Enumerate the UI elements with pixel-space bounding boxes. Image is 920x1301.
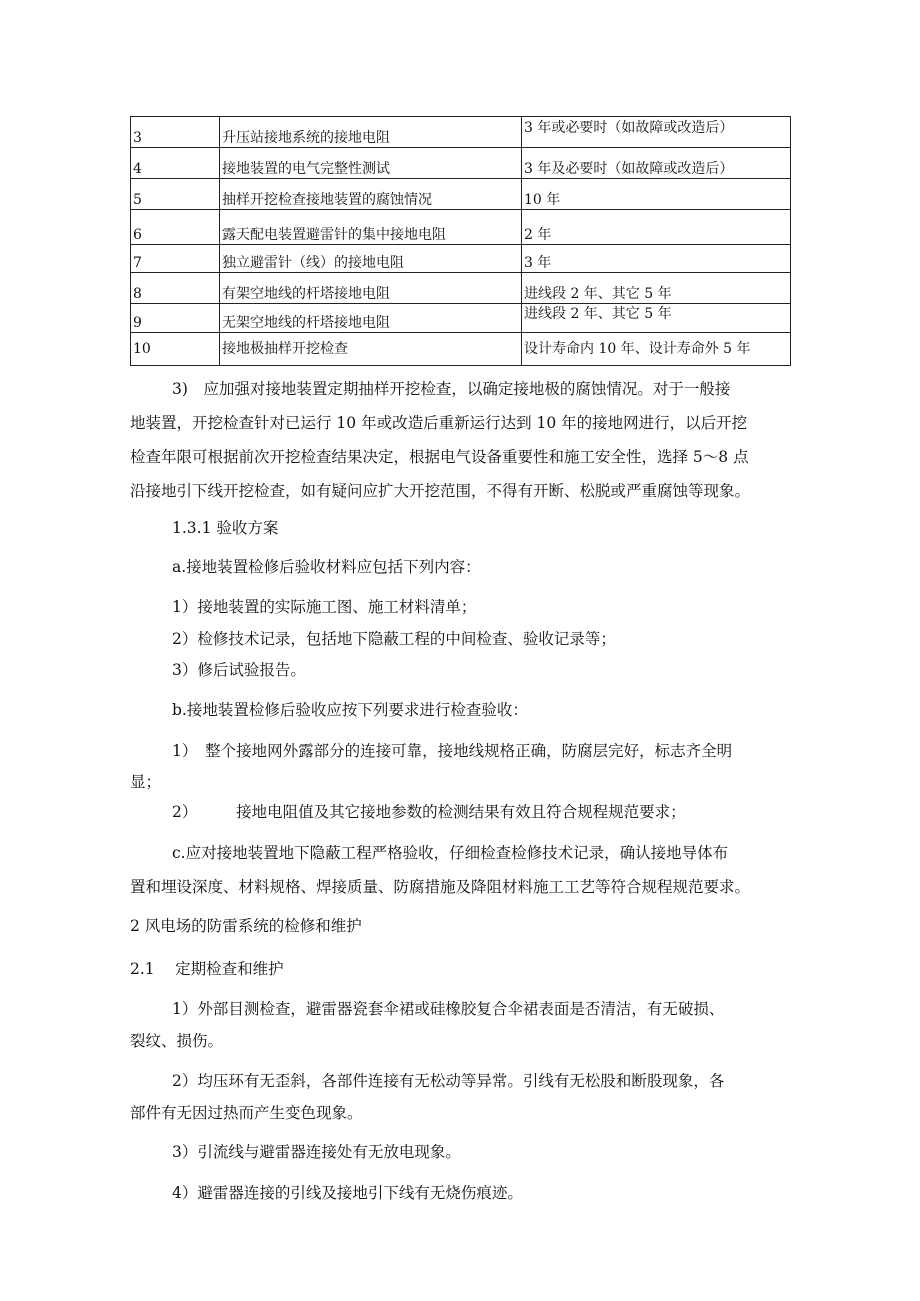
test-item: 接地装置的电气完整性测试 <box>220 148 522 179</box>
section-heading-2-1: 2.1 定期检查和维护 <box>130 960 284 978</box>
row-number: 9 <box>131 304 220 333</box>
paragraph-3-line-3: 检查年限可根据前次开挖检查结果决定，根据电气设备重要性和施工安全性，选择 5～8 点 <box>130 448 749 466</box>
list-item: 2）均压环有无歪斜，各部件连接有无松动等异常。引线有无松股和断股现象，各 <box>172 1072 725 1090</box>
test-item: 升压站接地系统的接地电阻 <box>220 117 522 148</box>
section-heading-2: 2 风电场的防雷系统的检修和维护 <box>130 917 362 935</box>
table-row <box>131 333 791 366</box>
row-number: 10 <box>131 333 220 366</box>
paragraph-3-line-2: 地装置，开挖检查针对已运行 10 年或改造后重新运行达到 10 年的接地网进行，以后开挖 <box>130 414 748 432</box>
list-item: 4）避雷器连接的引线及接地引下线有无烧伤痕迹。 <box>172 1184 523 1202</box>
test-cycle: 3 年及必要时（如故障或改造后） <box>522 148 791 179</box>
table-row <box>131 179 791 210</box>
test-cycle: 10 年 <box>522 179 791 210</box>
test-cycle: 2 年 <box>522 210 791 245</box>
test-cycle: 设计寿命内 10 年、设计寿命外 5 年 <box>522 333 791 366</box>
row-number: 5 <box>131 179 220 210</box>
list-item: 1）接地装置的实际施工图、施工材料清单； <box>172 598 477 616</box>
list-item: 3）修后试验报告。 <box>172 661 306 679</box>
row-number: 3 <box>131 117 220 148</box>
row-number: 7 <box>131 245 220 273</box>
table-row <box>131 273 791 304</box>
test-cycle: 3 年或必要时（如故障或改造后） <box>522 117 791 148</box>
row-number: 8 <box>131 273 220 304</box>
list-item: 2）检修技术记录，包括地下隐蔽工程的中间检查、验收记录等； <box>172 630 616 648</box>
list-item-continuation: 部件有无因过热而产生变色现象。 <box>130 1104 363 1122</box>
list-item: 1） 整个接地网外露部分的连接可靠，接地线规格正确，防腐层完好，标志齐全明 <box>172 742 733 760</box>
test-item: 接地极抽样开挖检查 <box>220 333 522 366</box>
test-item: 独立避雷针（线）的接地电阻 <box>220 245 522 273</box>
test-cycle: 进线段 2 年、其它 5 年 <box>522 304 791 333</box>
table-row <box>131 304 791 333</box>
paragraph-c-line-1: c.应对接地装置地下隐蔽工程严格验收，仔细检查检修技术记录，确认接地导体布 <box>172 844 729 862</box>
table-row <box>131 148 791 179</box>
paragraph-3-line-1: 3) 应加强对接地装置定期抽样开挖检查，以确定接地极的腐蚀情况。对于一般接 <box>172 380 731 398</box>
table-row <box>131 210 791 245</box>
row-number: 6 <box>131 210 220 245</box>
list-item-continuation: 裂纹、损伤。 <box>130 1032 224 1050</box>
list-item: 3）引流线与避雷器连接处有无放电现象。 <box>172 1143 461 1161</box>
test-cycle: 3 年 <box>522 245 791 273</box>
test-item: 抽样开挖检查接地装置的腐蚀情况 <box>220 179 522 210</box>
list-item: 2） 接地电阻值及其它接地参数的检测结果有效且符合规程规范要求； <box>172 803 686 821</box>
list-heading-a: a.接地装置检修后验收材料应包括下列内容： <box>172 558 481 576</box>
paragraph-c-line-2: 置和埋设深度、材料规格、焊接质量、防腐措施及降阻材料施工工艺等符合规程规范要求。 <box>130 878 751 896</box>
table-row <box>131 245 791 273</box>
row-number: 4 <box>131 148 220 179</box>
list-item-continuation: 显； <box>130 773 162 791</box>
list-heading-b: b.接地装置检修后验收应按下列要求进行检查验收： <box>172 701 528 719</box>
test-cycle: 进线段 2 年、其它 5 年 <box>522 273 791 304</box>
table-row <box>131 117 791 148</box>
test-item: 露天配电装置避雷针的集中接地电阻 <box>220 210 522 245</box>
test-item: 有架空地线的杆塔接地电阻 <box>220 273 522 304</box>
section-heading-1-3-1: 1.3.1 验收方案 <box>172 519 279 537</box>
test-item: 无架空地线的杆塔接地电阻 <box>220 304 522 333</box>
maintenance-cycle-table <box>130 116 791 366</box>
paragraph-3-line-4: 沿接地引下线开挖检查，如有疑问应扩大开挖范围，不得有开断、松脱或严重腐蚀等现象。 <box>130 482 751 500</box>
list-item: 1）外部目测检查，避雷器瓷套伞裙或硅橡胶复合伞裙表面是否清洁，有无破损、 <box>172 1000 725 1018</box>
